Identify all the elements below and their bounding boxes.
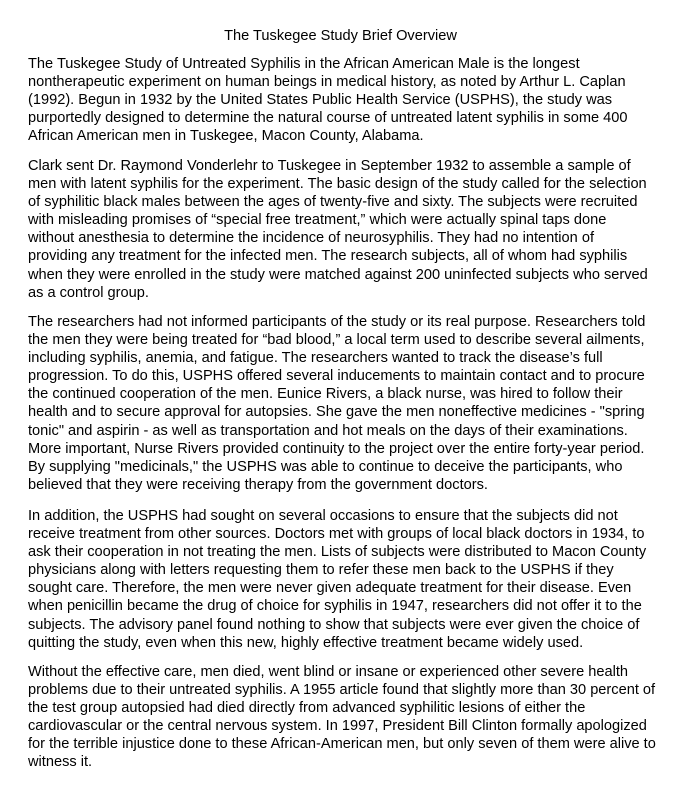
paragraph-introduction: The Tuskegee Study of Untreated Syphilis in the African American Male is the longest nontherapeutic experiment on human beings in medical history, as noted by Arthur L. Caplan (1992). Begun in 1932 by the United States Public Health Service (USPHS), the study was purportedly designed to determine the natural course of untreated latent syphilis in some 400 African American men in Tuskegee, Macon County, Alabama.: [28, 56, 628, 145]
paragraph-study-design: Clark sent Dr. Raymond Vonderlehr to Tuskegee in September 1932 to assemble a sample of men with latent syphilis for the experiment. The basic design of the study called for the selection of syphilitic black males between the ages of twenty-five and sixty. The subjects were recruited with misleading promises of “special free treatment,” which were actually spinal taps done without anesthesia to determine the incidence of neurosyphilis. They had no intention of providing any treatment for the infected men. The research subjects, all of whom had syphilis when they were enrolled in the study were matched against 200 uninfected subjects who served as a control group.: [28, 158, 648, 301]
paragraph-outcome: Without the effective care, men died, went blind or insane or experienced other severe health problems due to their untreated syphilis. A 1955 article found that slightly more than 30 percent of the test group autopsied had died directly from advanced syphilitic lesions of either the cardiovascular or the central nervous system. In 1997, President Bill Clinton formally apologized for the terrible injustice done to these African-American men, but only seven of them were alive to witness it.: [28, 664, 656, 771]
paragraph-deception: The researchers had not informed participants of the study or its real purpose. Researchers told the men they were being treated for “bad blood,” a local term used to describe several ailments, including syphilis, anemia, and fatigue. The researchers wanted to track the disease’s full progression. To do this, USPHS offered several inducements to maintain contact and to procure the continued cooperation of the men. Eunice Rivers, a black nurse, was hired to follow their health and to secure approval for autopsies. She gave the men noneffective medicines - "spring tonic" and aspirin - as well as transportation and hot meals on the days of their examinations. More important, Nurse Rivers provided continuity to the project over the entire forty-year period. By supplying "medicinals," the USPHS was able to continue to deceive the participants, who believed that they were receiving therapy from the government doctors.: [28, 314, 646, 493]
page-title: The Tuskegee Study Brief Overview: [224, 28, 457, 44]
paragraph-withheld-treatment: In addition, the USPHS had sought on several occasions to ensure that the subjects did not receive treatment from other sources. Doctors met with groups of local black doctors in 1934, to ask their cooperation in not treating the men. Lists of subjects were distributed to Macon County physicians along with letters requesting them to refer these men back to the USPHS if they sought care. Therefore, the men were never given adequate treatment for their disease. Even when penicillin became the drug of choice for syphilis in 1947, researchers did not offer it to the subjects. The advisory panel found nothing to show that subjects were ever given the choice of quitting the study, even when this new, highly effective treatment became widely used.: [28, 508, 647, 651]
